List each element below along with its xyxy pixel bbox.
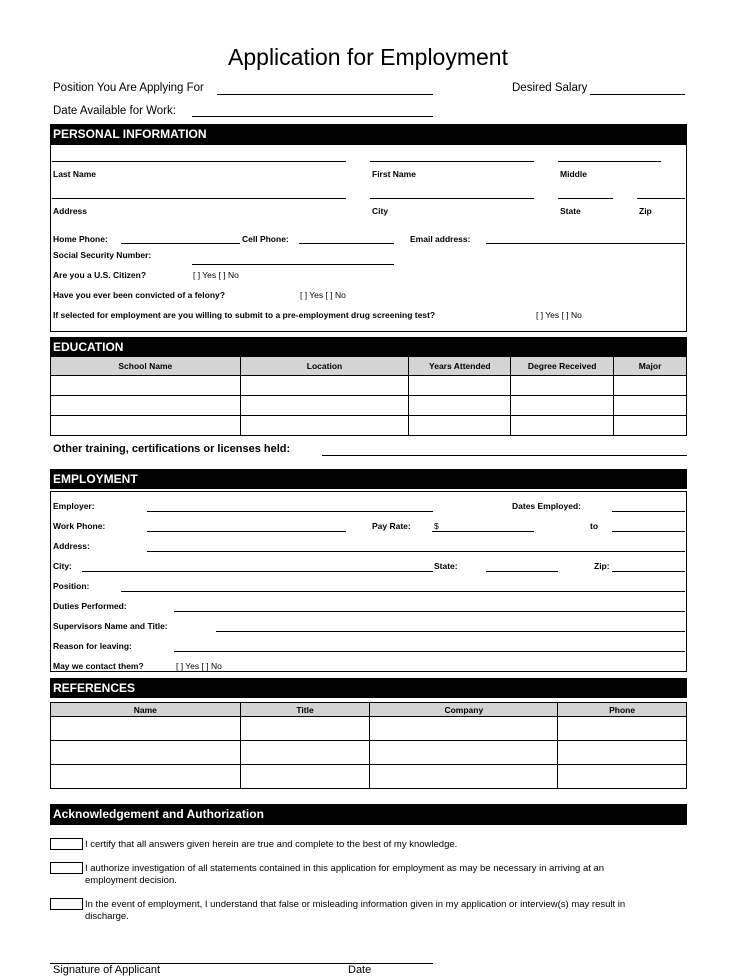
dates-employed-field[interactable]	[612, 511, 685, 512]
employer-address-label: Address:	[53, 541, 90, 551]
table-cell[interactable]	[370, 741, 558, 765]
date-label: Date	[348, 964, 372, 976]
duties-field[interactable]	[174, 611, 685, 612]
ssn-field[interactable]	[192, 264, 394, 265]
work-phone-field[interactable]	[147, 531, 346, 532]
employment-header: EMPLOYMENT	[50, 469, 687, 489]
table-cell[interactable]	[370, 717, 558, 741]
salary-field[interactable]	[590, 94, 685, 95]
cell-phone-label: Cell Phone:	[242, 234, 289, 244]
contact-question: May we contact them?	[53, 661, 144, 671]
position-field[interactable]	[217, 94, 433, 95]
personal-section	[50, 144, 687, 332]
table-cell[interactable]	[240, 717, 370, 741]
table-cell[interactable]	[240, 376, 409, 396]
table-cell[interactable]	[370, 765, 558, 789]
ssn-label: Social Security Number:	[53, 250, 152, 260]
education-table	[50, 356, 687, 436]
pay-rate-label: Pay Rate:	[372, 521, 411, 531]
supervisor-label: Supervisors Name and Title:	[53, 621, 168, 631]
available-label: Date Available for Work:	[53, 105, 176, 117]
contact-checkboxes[interactable]: [ ] Yes [ ] No	[176, 661, 222, 671]
column-header: Company	[370, 703, 558, 717]
table-cell[interactable]	[240, 396, 409, 416]
to-label: to	[590, 521, 599, 531]
ack-initial-box[interactable]	[50, 862, 83, 874]
dollar-sign: $	[434, 521, 439, 531]
address-label: Address	[53, 206, 88, 216]
ack-statement: In the event of employment, I understand that false or misleading information given in my application or interview(s) may result in discharge.	[85, 899, 626, 922]
column-header: Title	[240, 703, 370, 717]
other-training-field[interactable]	[322, 455, 687, 456]
table-cell[interactable]	[51, 741, 241, 765]
address-field[interactable]	[52, 198, 346, 199]
education-header-row	[51, 357, 687, 376]
position-held-label: Position:	[53, 581, 90, 591]
employer-city-label: City:	[53, 561, 72, 571]
employment-section	[50, 491, 687, 672]
dates-employed-label: Dates Employed:	[512, 501, 581, 511]
cell-phone-field[interactable]	[299, 243, 394, 244]
employer-label: Employer:	[53, 501, 95, 511]
ack-initial-box[interactable]	[50, 838, 83, 850]
citizen-question: Are you a U.S. Citizen?	[53, 270, 147, 280]
column-header: Phone	[558, 703, 687, 717]
table-cell[interactable]	[614, 396, 687, 416]
salary-label: Desired Salary	[512, 82, 588, 94]
ack-statement: I authorize investigation of all statements contained in this application for employment as may be necessary in arriving at an employment decision.	[85, 863, 605, 886]
supervisor-field[interactable]	[216, 631, 685, 632]
table-cell[interactable]	[511, 416, 614, 436]
table-cell[interactable]	[558, 741, 687, 765]
duties-label: Duties Performed:	[53, 601, 127, 611]
table-cell[interactable]	[51, 717, 241, 741]
employer-address-field[interactable]	[147, 551, 685, 552]
zip-label: Zip	[639, 206, 652, 216]
table-cell[interactable]	[240, 741, 370, 765]
table-cell[interactable]	[558, 765, 687, 789]
personal-header: PERSONAL INFORMATION	[50, 124, 687, 144]
reason-leaving-label: Reason for leaving:	[53, 641, 132, 651]
home-phone-field[interactable]	[121, 243, 240, 244]
home-phone-label: Home Phone:	[53, 234, 108, 244]
citizen-checkboxes[interactable]: [ ] Yes [ ] No	[193, 270, 239, 280]
email-label: Email address:	[410, 234, 471, 244]
ack-statement: I certify that all answers given herein are true and complete to the best of my knowledge.	[85, 839, 458, 850]
table-cell[interactable]	[51, 765, 241, 789]
middle-field[interactable]	[558, 161, 661, 162]
signature-label: Signature of Applicant	[53, 964, 161, 976]
references-header: REFERENCES	[50, 678, 687, 698]
table-row	[51, 396, 687, 416]
table-cell[interactable]	[409, 396, 511, 416]
employer-state-label: State:	[434, 561, 458, 571]
drug-test-question: If selected for employment are you willing to submit to a pre-employment drug screening test?	[53, 310, 436, 320]
column-header: School Name	[51, 357, 241, 376]
work-phone-label: Work Phone:	[53, 521, 106, 531]
column-header: Location	[240, 357, 409, 376]
table-row	[51, 416, 687, 436]
table-cell[interactable]	[614, 416, 687, 436]
table-cell[interactable]	[511, 376, 614, 396]
column-header: Name	[51, 703, 241, 717]
table-row	[51, 376, 687, 396]
reason-leaving-field[interactable]	[174, 651, 685, 652]
table-cell[interactable]	[51, 376, 241, 396]
employer-state-field[interactable]	[486, 571, 558, 572]
education-header: EDUCATION	[50, 337, 687, 357]
references-header-row	[51, 703, 687, 717]
table-cell[interactable]	[51, 396, 241, 416]
state-label: State	[560, 206, 581, 216]
ack-header: Acknowledgement and Authorization	[50, 804, 687, 825]
table-cell[interactable]	[409, 416, 511, 436]
felony-question: Have you ever been convicted of a felony?	[53, 290, 225, 300]
table-cell[interactable]	[614, 376, 687, 396]
table-cell[interactable]	[558, 717, 687, 741]
other-training-label: Other training, certifications or licenses held:	[53, 443, 291, 455]
references-table	[50, 702, 687, 789]
position-held-field[interactable]	[121, 591, 685, 592]
ack-initial-box[interactable]	[50, 898, 83, 910]
dates-to-field[interactable]	[612, 531, 685, 532]
table-row	[51, 765, 687, 789]
employer-zip-label: Zip:	[594, 561, 610, 571]
column-header: Degree Received	[511, 357, 614, 376]
employer-city-field[interactable]	[82, 571, 433, 572]
table-row	[51, 717, 687, 741]
state-field[interactable]	[558, 198, 613, 199]
first-name-label: First Name	[372, 169, 416, 179]
position-label: Position You Are Applying For	[53, 82, 204, 94]
page-title: Application for Employment	[228, 44, 508, 70]
available-field[interactable]	[192, 116, 433, 117]
felony-checkboxes[interactable]: [ ] Yes [ ] No	[300, 290, 346, 300]
table-row	[51, 741, 687, 765]
city-field[interactable]	[370, 198, 534, 199]
employer-field[interactable]	[147, 511, 433, 512]
last-name-label: Last Name	[53, 169, 96, 179]
column-header: Years Attended	[409, 357, 511, 376]
table-cell[interactable]	[409, 376, 511, 396]
table-cell[interactable]	[240, 765, 370, 789]
table-cell[interactable]	[240, 416, 409, 436]
city-label: City	[372, 206, 389, 216]
middle-label: Middle	[560, 169, 587, 179]
column-header: Major	[614, 357, 687, 376]
drug-test-checkboxes[interactable]: [ ] Yes [ ] No	[536, 310, 582, 320]
table-cell[interactable]	[51, 416, 241, 436]
employer-zip-field[interactable]	[612, 571, 685, 572]
last-name-field[interactable]	[52, 161, 346, 162]
table-cell[interactable]	[511, 396, 614, 416]
email-field[interactable]	[486, 243, 685, 244]
pay-rate-field[interactable]	[432, 531, 534, 532]
zip-field[interactable]	[637, 198, 685, 199]
first-name-field[interactable]	[370, 161, 534, 162]
